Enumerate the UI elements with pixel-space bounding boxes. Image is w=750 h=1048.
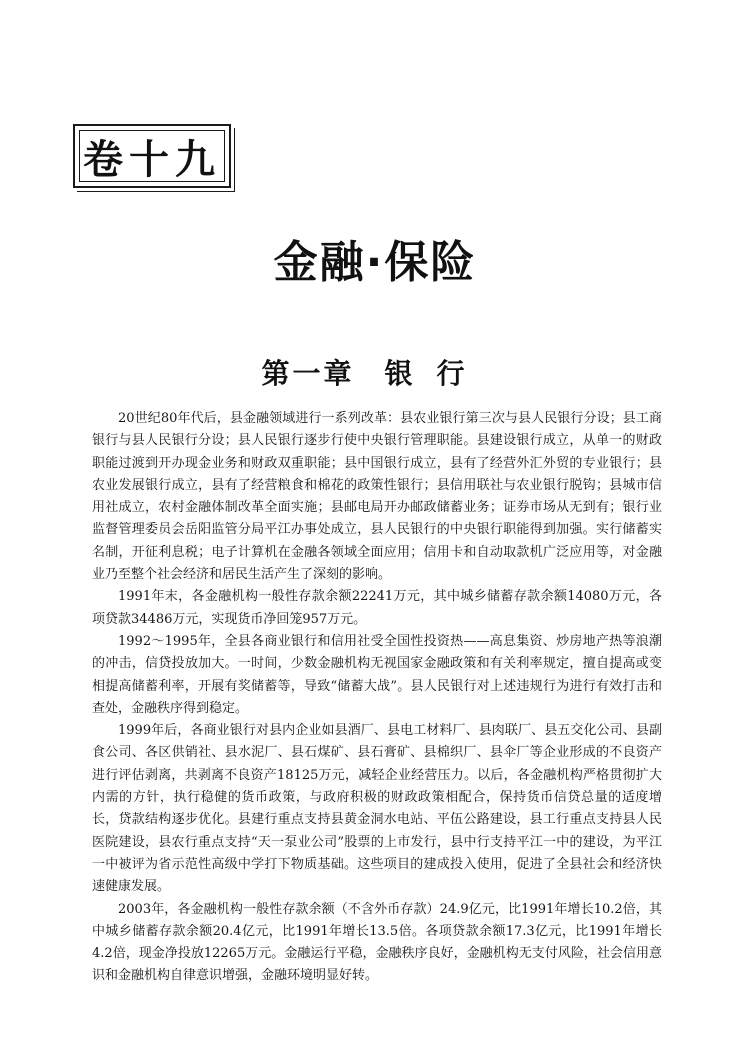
chapter-number: 第一章	[261, 357, 355, 390]
chapter-name: 银行	[384, 357, 489, 390]
chapter-heading	[0, 352, 750, 392]
chapter-body	[92, 408, 662, 988]
paragraph: 1991年末，各金融机构一般性存款余额22241万元，其中城乡储蓄存款余额14080万元，各项贷款34486万元，实现货币净回笼957万元。	[92, 589, 662, 627]
section-title: 金融·保险	[273, 237, 477, 288]
paragraph: 20世纪80年代后，县金融领域进行一系列改革：县农业银行第三次与县人民银行分设；县工商银行与县人民银行分设；县人民银行逐步行使中央银行管理职能。县建设银行成立，从单一的财政职能过渡到开办现金业务和财政双重职能；县中国银行成立，县有了经营外汇外贸的专业银行；县农业发展银行成立，县有了经营粮食和棉花的政策性银行；县信用联社与农业银行脱钩；县城市信用社成立，农村金融体制改革全面实施；县邮电局开办邮政储蓄业务；证券市场从无到有；银行业监督管理委员会岳阳监管分局平江办事处成立，县人民银行的中央银行职能得到加强。实行储蓄实名制，开征利息税；电子计算机在金融各领域全面应用；信用卡和自动取款机广泛应用等，对金融业乃至整个社会经济和居民生活产生了深刻的影响。	[92, 411, 662, 583]
paragraph: 1992～1995年，全县各商业银行和信用社受全国性投资热——高息集资、炒房地产热等浪潮的冲击，信贷投放加大。一时间，少数金融机构无视国家金融政策和有关利率规定，擅自提高或变相提高储蓄利率，开展有奖储蓄等，导致“储蓄大战”。县人民银行对上述违规行为进行有效打击和查处，金融秩序得到稳定。	[92, 633, 662, 716]
paragraph: 1999年后，各商业银行对县内企业如县酒厂、县电工材料厂、县肉联厂、县五交化公司、县副食公司、各区供销社、县水泥厂、县石煤矿、县石膏矿、县棉织厂、县伞厂等企业形成的不良资产进行评估剥离，共剥离不良资产18125万元，减轻企业经营压力。以后，各金融机构严格贯彻扩大内需的方针，执行稳健的货币政策，与政府积极的财政政策相配合，保持货币信贷总量的适度增长，贷款结构逐步优化。县建行重点支持县黄金洞水电站、平伍公路建设，县工行重点支持县人民医院建设，县农行重点支持“天一泵业公司”股票的上市发行，县中行支持平江一中的建设，为平江一中被评为省示范性高级中学打下物质基础。这些项目的建成投入使用，促进了全县社会和经济快速健康发展。	[92, 723, 662, 895]
paragraph: 2003年，各金融机构一般性存款余额（不含外币存款）24.9亿元，比1991年增长10.2倍，其中城乡储蓄存款余额20.4亿元，比1991年增长13.5倍。各项贷款余额17.3亿元，比1991年增长4.2倍，现金净投放12265万元。金融运行平稳，金融秩序良好，金融机构无支付风险，社会信用意识和金融机构自律意识增强，金融环境明显好转。	[92, 901, 662, 984]
volume-title: 卷十九	[83, 136, 221, 183]
volume-title-frame	[73, 124, 231, 188]
